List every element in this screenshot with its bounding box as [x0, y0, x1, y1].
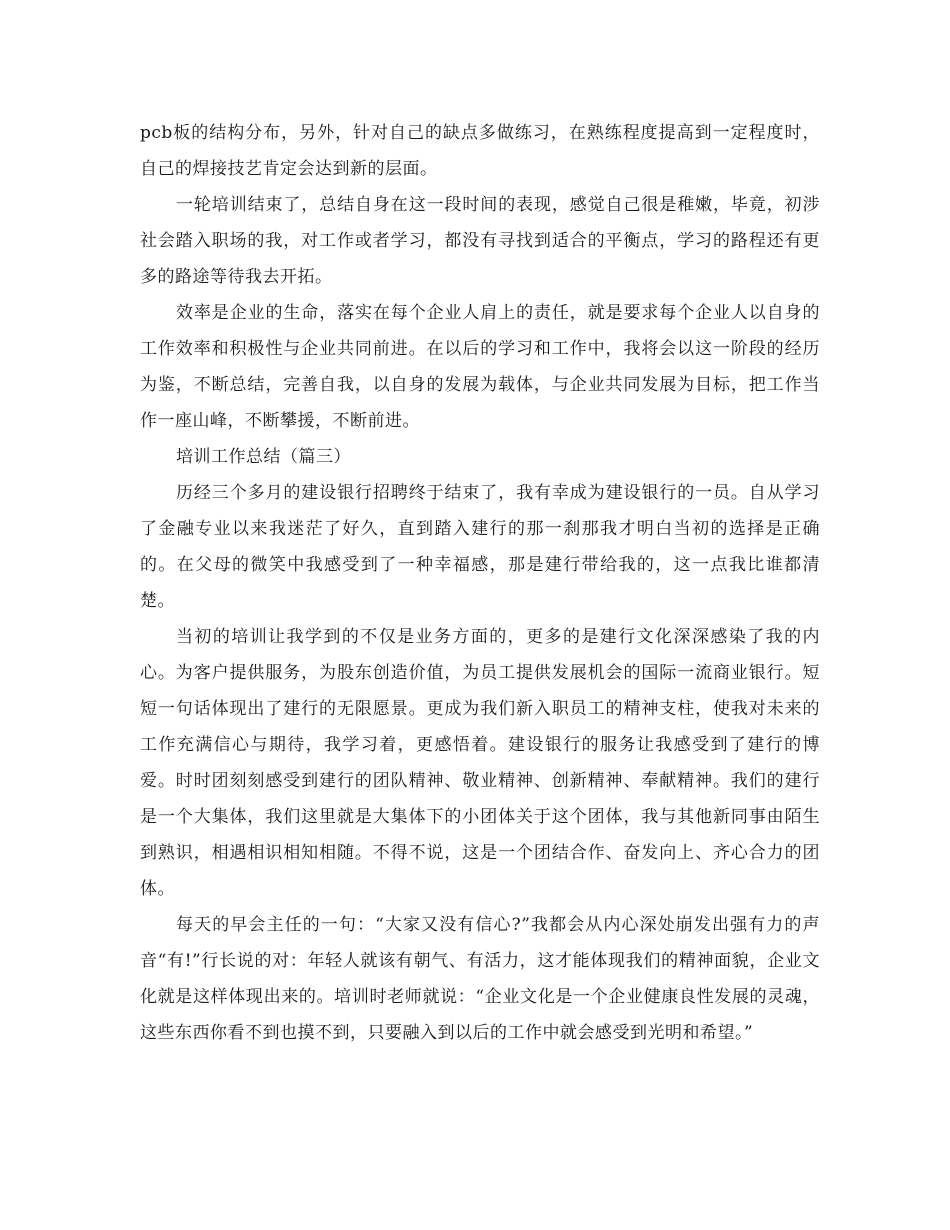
paragraph: 效率是企业的生命，落实在每个企业人肩上的责任，就是要求每个企业人以自身的工作效率和积极性与企业共同前进。在以后的学习和工作中，我将会以这一阶段的经历为鉴，不断总结，完善自我，以自身的发展为载体，与企业共同发展为目标，把工作当作一座山峰，不断攀援，不断前进。	[140, 303, 820, 431]
paragraph: 每天的早会主任的一句：“大家又没有信心?”我都会从内心深处崩发出强有力的声音“有!”行长说的对：年轻人就该有朝气、有活力，这才能体现我们的精神面貌，企业文化就是这样体现出来的。培训时老师就说：“企业文化是一个企业健康良性发展的灵魂，这些东西你看不到也摸不到，只要融入到以后的工作中就会感受到光明和希望。”	[140, 915, 820, 1043]
paragraph-continuation: pcb板的结构分布，另外，针对自己的缺点多做练习，在熟练程度提高到一定程度时，自己的焊接技艺肯定会达到新的层面。	[140, 123, 820, 179]
section-heading: 培训工作总结（篇三）	[176, 447, 351, 467]
paragraph: 一轮培训结束了，总结自身在这一段时间的表现，感觉自己很是稚嫩，毕竟，初涉社会踏入职场的我，对工作或者学习，都没有寻找到适合的平衡点，学习的路程还有更多的路途等待我去开拓。	[140, 195, 820, 287]
paragraph: 历经三个多月的建设银行招聘终于结束了，我有幸成为建设银行的一员。自从学习了金融专业以来我迷茫了好久，直到踏入建行的那一刹那我才明白当初的选择是正确的。在父母的微笑中我感受到了一种幸福感，那是建行带给我的，这一点我比谁都清楚。	[140, 483, 820, 611]
paragraph: 当初的培训让我学到的不仅是业务方面的，更多的是建行文化深深感染了我的内心。为客户提供服务，为股东创造价值，为员工提供发展机会的国际一流商业银行。短短一句话体现出了建行的无限愿景。更成为我们新入职员工的精神支柱，使我对未来的工作充满信心与期待，我学习着，更感悟着。建设银行的服务让我感受到了建行的博爱。时时团刻刻感受到建行的团队精神、敬业精神、创新精神、奉献精神。我们的建行是一个大集体，我们这里就是大集体下的小团体关于这个团体，我与其他新同事由陌生到熟识，相遇相识相知相随。不得不说，这是一个团结合作、奋发向上、齐心合力的团体。	[140, 627, 820, 899]
document-body	[140, 115, 820, 1051]
